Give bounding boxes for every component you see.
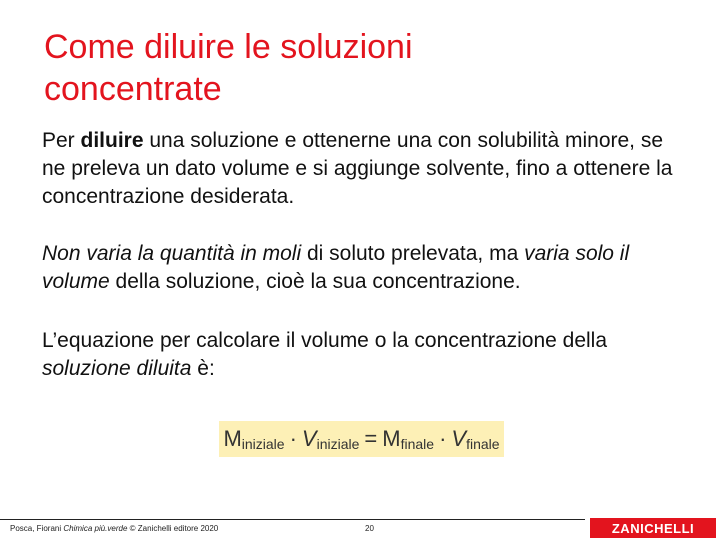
p1-bold-term: diluire bbox=[80, 129, 144, 152]
p1-text-before: Per bbox=[42, 129, 81, 152]
footer-book-title: Chimica più.verde bbox=[63, 524, 128, 533]
dilution-equation bbox=[219, 421, 504, 457]
footer-credits bbox=[10, 524, 218, 533]
p2-text-2: della soluzione, cioè la sua concentrazione. bbox=[109, 270, 521, 293]
eq-dot-1: · bbox=[289, 426, 297, 451]
p2-text-1: di soluto prelevata, ma bbox=[301, 242, 525, 265]
title-line-2: concentrate bbox=[44, 70, 222, 108]
paragraph-equation-intro bbox=[42, 327, 682, 383]
eq-equals: = bbox=[364, 426, 378, 451]
eq-m-final: $M_{finale}$ bbox=[382, 426, 435, 452]
footer-publisher: © Zanichelli editore 2020 bbox=[129, 524, 219, 533]
p2-italic-2: varia solo il volume bbox=[42, 242, 630, 293]
p3-text-1: L’equazione per calcolare il volume o la concentrazione della bbox=[42, 329, 608, 352]
p1-text-after: una soluzione e ottenerne una con solubilità minore, se ne preleva un dato volume e si aggiunge solvente, fino a ottenere la concentrazione desiderata. bbox=[42, 129, 673, 208]
zanichelli-logo: ZANICHELLI bbox=[590, 518, 716, 538]
title-line-1: Come diluire le soluzioni bbox=[44, 28, 413, 66]
footer-authors: Posca, Fiorani bbox=[10, 524, 62, 533]
eq-v-initial: $V_{iniziale}$ bbox=[301, 426, 360, 452]
p3-italic: soluzione diluita bbox=[42, 357, 192, 380]
eq-dot-2: · bbox=[439, 426, 447, 451]
page-number: 20 bbox=[365, 524, 374, 533]
p2-italic-1: Non varia la quantità in moli bbox=[42, 242, 302, 265]
eq-m-initial: $M_{iniziale}$ bbox=[223, 426, 285, 452]
eq-v-final: $V_{finale}$ bbox=[451, 426, 500, 452]
paragraph-moles bbox=[42, 240, 682, 296]
paragraph-dilution bbox=[42, 127, 682, 211]
slide-title bbox=[44, 26, 644, 110]
footer-divider bbox=[0, 519, 585, 520]
p3-text-2: è: bbox=[191, 357, 215, 380]
